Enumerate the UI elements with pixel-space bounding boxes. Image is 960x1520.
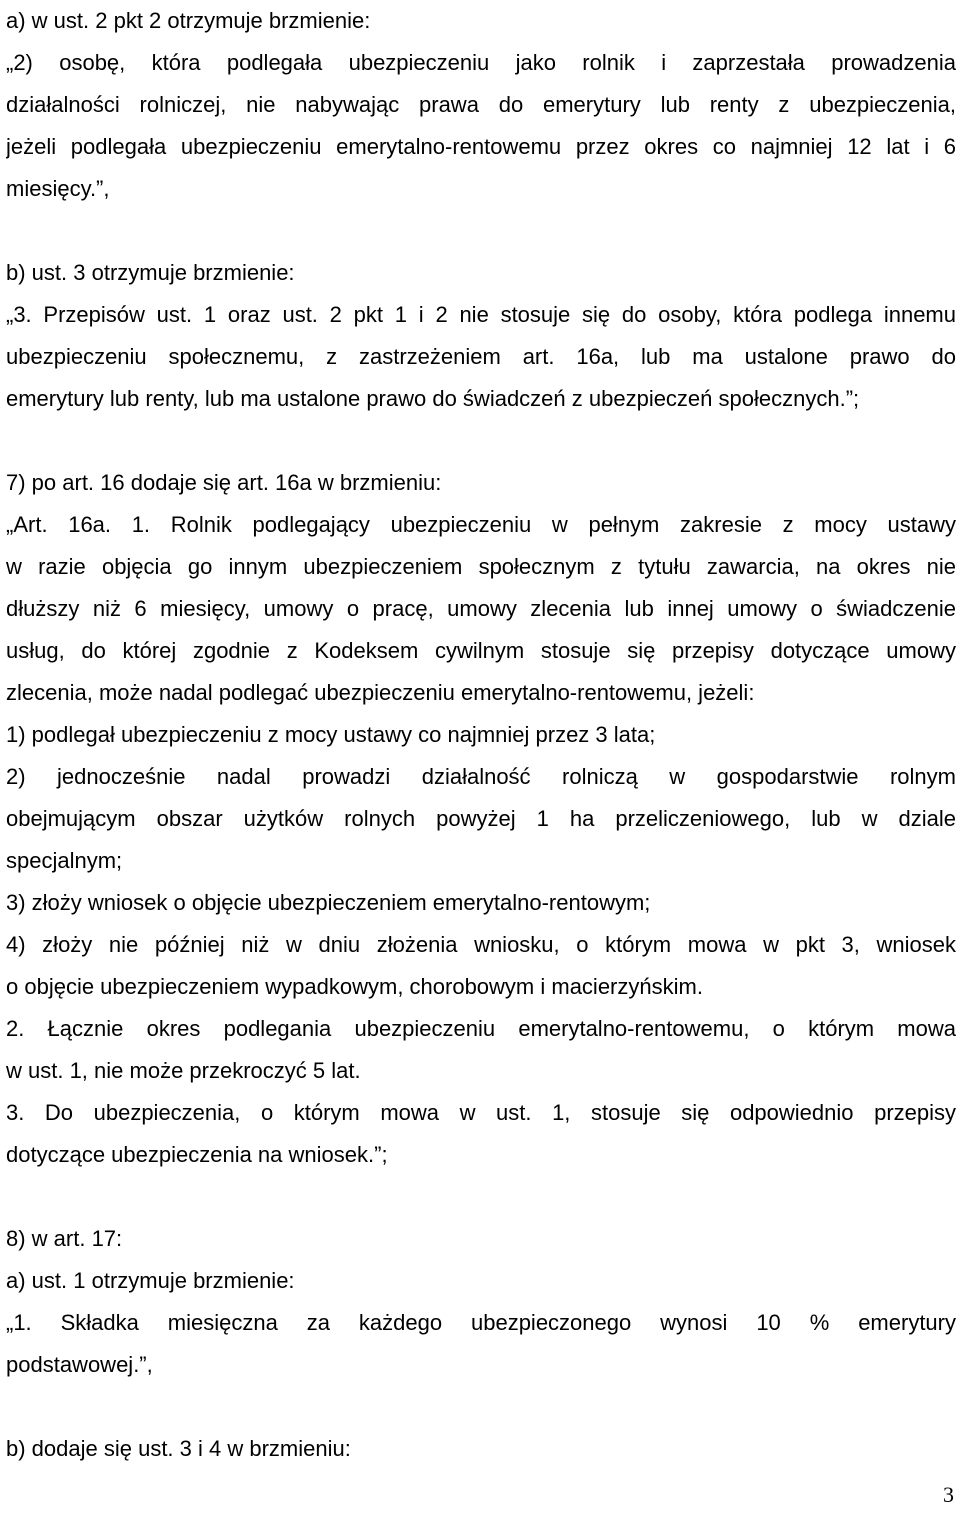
text-line: 2) jednocześnie nadal prowadzi działalność rolniczą w gospodarstwie rolnym xyxy=(6,764,956,789)
text-line: a) ust. 1 otrzymuje brzmienie: xyxy=(6,1268,295,1293)
text-line: jeżeli podlegała ubezpieczeniu emerytalno-rentowemu przez okres co najmniej 12 lat i 6 xyxy=(6,134,956,159)
text-line: 3. Do ubezpieczenia, o którym mowa w ust. 1, stosuje się odpowiednio przepisy xyxy=(6,1100,956,1125)
text-line: 1) podlegał ubezpieczeniu z mocy ustawy co najmniej przez 3 lata; xyxy=(6,722,656,747)
text-line: o objęcie ubezpieczeniem wypadkowym, chorobowym i macierzyńskim. xyxy=(6,974,703,999)
text-line: obejmującym obszar użytków rolnych powyżej 1 ha przeliczeniowego, lub w dziale xyxy=(6,806,956,831)
text-line: emerytury lub renty, lub ma ustalone prawo do świadczeń z ubezpieczeń społecznych.”; xyxy=(6,386,860,411)
paragraph-gap xyxy=(6,420,956,462)
text-line: 7) po art. 16 dodaje się art. 16a w brzmieniu: xyxy=(6,470,442,495)
text-line: a) w ust. 2 pkt 2 otrzymuje brzmienie: xyxy=(6,8,371,33)
text-line: b) ust. 3 otrzymuje brzmienie: xyxy=(6,260,295,285)
text-line: dłuższy niż 6 miesięcy, umowy o pracę, umowy zlecenia lub innej umowy o świadczenie xyxy=(6,596,956,621)
text-line: usług, do której zgodnie z Kodeksem cywilnym stosuje się przepisy dotyczące umowy xyxy=(6,638,956,663)
text-line: zlecenia, może nadal podlegać ubezpieczeniu emerytalno-rentowemu, jeżeli: xyxy=(6,680,755,705)
text-line: w razie objęcia go innym ubezpieczeniem społecznym z tytułu zawarcia, na okres nie xyxy=(6,554,956,579)
text-line: dotyczące ubezpieczenia na wniosek.”; xyxy=(6,1142,388,1167)
text-line: 2. Łącznie okres podlegania ubezpieczeniu emerytalno-rentowemu, o którym mowa xyxy=(6,1016,956,1041)
text-line: miesięcy.”, xyxy=(6,176,110,201)
text-line: w ust. 1, nie może przekroczyć 5 lat. xyxy=(6,1058,361,1083)
text-line: ubezpieczeniu społecznemu, z zastrzeżeniem art. 16a, lub ma ustalone prawo do xyxy=(6,344,956,369)
text-line: „1. Składka miesięczna za każdego ubezpieczonego wynosi 10 % emerytury xyxy=(6,1310,956,1335)
paragraph-gap xyxy=(6,1176,956,1218)
paragraph-gap xyxy=(6,210,956,252)
text-line: „Art. 16a. 1. Rolnik podlegający ubezpieczeniu w pełnym zakresie z mocy ustawy xyxy=(6,512,956,537)
text-line: „3. Przepisów ust. 1 oraz ust. 2 pkt 1 i 2 nie stosuje się do osoby, która podlega innemu xyxy=(6,302,956,327)
text-line: specjalnym; xyxy=(6,848,123,873)
document-page xyxy=(6,0,956,1470)
text-line: 3) złoży wniosek o objęcie ubezpieczeniem emerytalno-rentowym; xyxy=(6,890,651,915)
text-line: 8) w art. 17: xyxy=(6,1226,123,1251)
text-line: podstawowej.”, xyxy=(6,1352,153,1377)
text-line: „2) osobę, która podlegała ubezpieczeniu jako rolnik i zaprzestała prowadzenia xyxy=(6,50,956,75)
page-number: 3 xyxy=(943,1482,954,1507)
text-line: 4) złoży nie później niż w dniu złożenia wniosku, o którym mowa w pkt 3, wniosek xyxy=(6,932,956,957)
paragraph-gap xyxy=(6,1386,956,1428)
text-line: b) dodaje się ust. 3 i 4 w brzmieniu: xyxy=(6,1436,351,1461)
text-line: działalności rolniczej, nie nabywając prawa do emerytury lub renty z ubezpieczenia, xyxy=(6,92,956,117)
